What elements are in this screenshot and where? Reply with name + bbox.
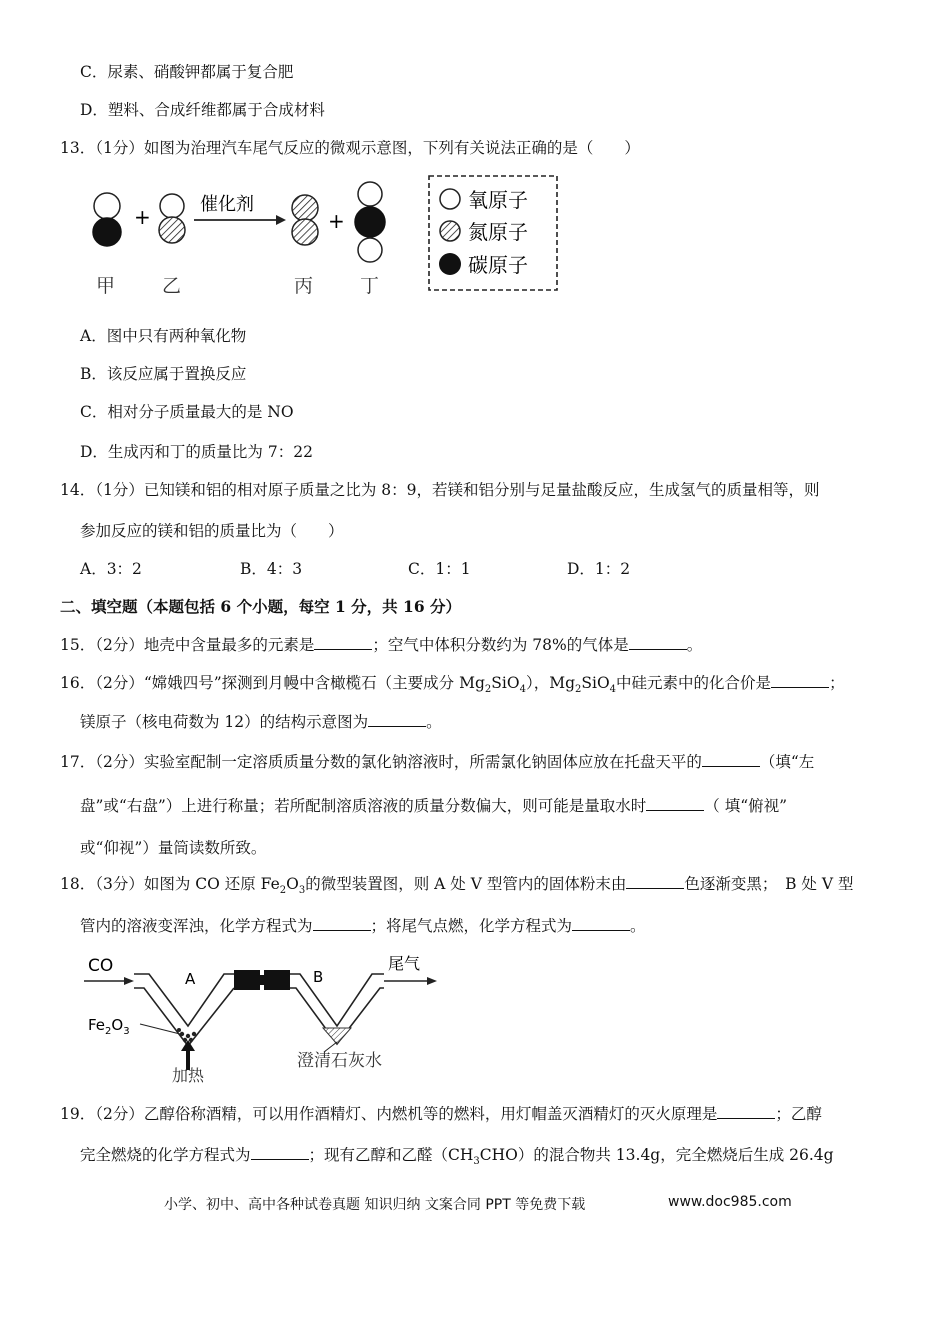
legend-nitrogen-icon xyxy=(440,221,460,241)
q19-blank-2 xyxy=(251,1145,309,1160)
section-heading: 二、填空题（本题包括 6 个小题，每空 1 分，共 16 分） xyxy=(60,597,462,616)
q18-line1: 18．（3分）如图为 CO 还原 $Fe_2O_3$的微型装置图，则 A 处 V 型管内的固体粉末由 色逐渐变黑； B 处 V 型 xyxy=(60,875,854,897)
q16-line2: 镁原子（核电荷数为 12）的结构示意图为 。 xyxy=(80,713,442,731)
q12-option-d: D．塑料、合成纤维都属于合成材料 xyxy=(80,101,325,119)
q18-blank-1 xyxy=(626,874,684,889)
q17-blank-2 xyxy=(646,796,704,811)
footer-text: 小学、初中、高中各种试卷真题 知识归纳 文案合同 PPT 等免费下载 xyxy=(164,1197,586,1213)
label-bing: 丙 xyxy=(294,275,314,297)
q14-option-b: B．4：3 xyxy=(240,560,303,578)
label-jia: 甲 xyxy=(96,275,116,297)
molecule-bing xyxy=(292,195,318,245)
q18-apparatus-diagram xyxy=(84,950,444,1084)
q13-option-c: C．相对分子质量最大的是 NO xyxy=(80,403,294,421)
legend-nitrogen: 氮原子 xyxy=(468,220,528,244)
q17-line1: 17．（2分）实验室配制一定溶质质量分数的氯化钠溶液时，所需氯化钠固体应放在托盘天平的 （填“左 xyxy=(60,753,815,771)
catalyst-label: 催化剂 xyxy=(200,194,254,215)
q18-blank-2 xyxy=(313,916,371,931)
label-b: B xyxy=(313,968,324,986)
molecule-ding xyxy=(355,182,385,262)
connector-left xyxy=(234,970,260,990)
label-ding: 丁 xyxy=(360,275,380,297)
tail-gas-label: 尾气 xyxy=(388,954,421,973)
q17-line3: 或“仰视”）量筒读数所致。 xyxy=(80,839,267,857)
limewater-liquid xyxy=(323,1028,351,1044)
q14-option-a: A．3：2 xyxy=(80,560,142,578)
molecule-jia xyxy=(93,193,121,246)
q13-option-a: A．图中只有两种氧化物 xyxy=(80,327,247,345)
label-yi: 乙 xyxy=(162,275,182,297)
q15-blank-1 xyxy=(314,635,372,650)
limewater-label: 澄清石灰水 xyxy=(297,1051,382,1071)
q16-blank-2 xyxy=(368,712,426,727)
q18-line2: 管内的溶液变浑浊，化学方程式为 ；将尾气点燃，化学方程式为 。 xyxy=(80,917,646,935)
plus-sign: + xyxy=(134,205,151,229)
footer-link[interactable]: www.doc985.com xyxy=(668,1194,792,1210)
heat-label: 加热 xyxy=(172,1066,205,1084)
q19-blank-1 xyxy=(717,1104,775,1119)
q19-line2: 完全燃烧的化学方程式为 ；现有乙醇和乙醛$(CH_3CHO)$的混合物共 13.4g，完全燃烧后生成 26.4g xyxy=(80,1146,834,1168)
q13-option-d: D．生成丙和丁的质量比为 7：22 xyxy=(80,443,313,461)
molecule-yi xyxy=(159,194,185,243)
q14-option-d: D．1：2 xyxy=(567,560,631,578)
legend-carbon: 碳原子 xyxy=(468,253,528,277)
q17-blank-1 xyxy=(702,752,760,767)
q14-stem-line2: 参加反应的镁和铝的质量比为（ ） xyxy=(80,522,344,540)
q16-blank-1 xyxy=(771,673,829,688)
q13-reaction-diagram xyxy=(80,168,570,308)
q15-blank-2 xyxy=(629,635,687,650)
q14-option-c: C．1：1 xyxy=(408,560,471,578)
label-a: A xyxy=(185,970,196,988)
q13-stem: 13．（1分）如图为治理汽车尾气反应的微观示意图，下列有关说法正确的是（ ） xyxy=(60,139,640,157)
q18-blank-3 xyxy=(572,916,630,931)
connector-right xyxy=(264,970,290,990)
q15: 15．（2分）地壳中含量最多的元素是 ；空气中体积分数约为 78%的气体是 。 xyxy=(60,636,703,654)
q14-stem-line1: 14．（1分）已知镁和铝的相对原子质量之比为 8：9，若镁和铝分别与足量盐酸反应，生成氢气的质量相等，则 xyxy=(60,481,820,499)
q17-line2: 盘”或“右盘”）上进行称量；若所配制溶质溶液的质量分数偏大，则可能是量取水时 （ 填“俯视” xyxy=(80,797,788,815)
q19-line1: 19．（2分）乙醇俗称酒精，可以用作酒精灯、内燃机等的燃料，用灯帽盖灭酒精灯的灭火原理是 ；乙醇 xyxy=(60,1105,822,1123)
q16-line1: 16．（2分）“嫦娥四号”探测到月幔中含橄榄石（主要成分 $Mg_2SiO_4$），$Mg_2SiO_4$中硅元素中的化合价是 ； xyxy=(60,674,845,696)
q13-option-b: B．该反应属于置换反应 xyxy=(80,365,247,383)
legend-oxygen-icon xyxy=(440,189,460,209)
co-label: CO xyxy=(88,956,114,976)
plus-sign-2: + xyxy=(328,209,345,233)
fe2o3-label: $Fe_2O_3$ xyxy=(88,1016,130,1037)
legend-oxygen: 氧原子 xyxy=(468,188,528,212)
heat-arrow-icon xyxy=(181,1040,195,1051)
q12-option-c: C．尿素、硝酸钾都属于复合肥 xyxy=(80,63,294,81)
legend-carbon-icon xyxy=(439,253,461,275)
